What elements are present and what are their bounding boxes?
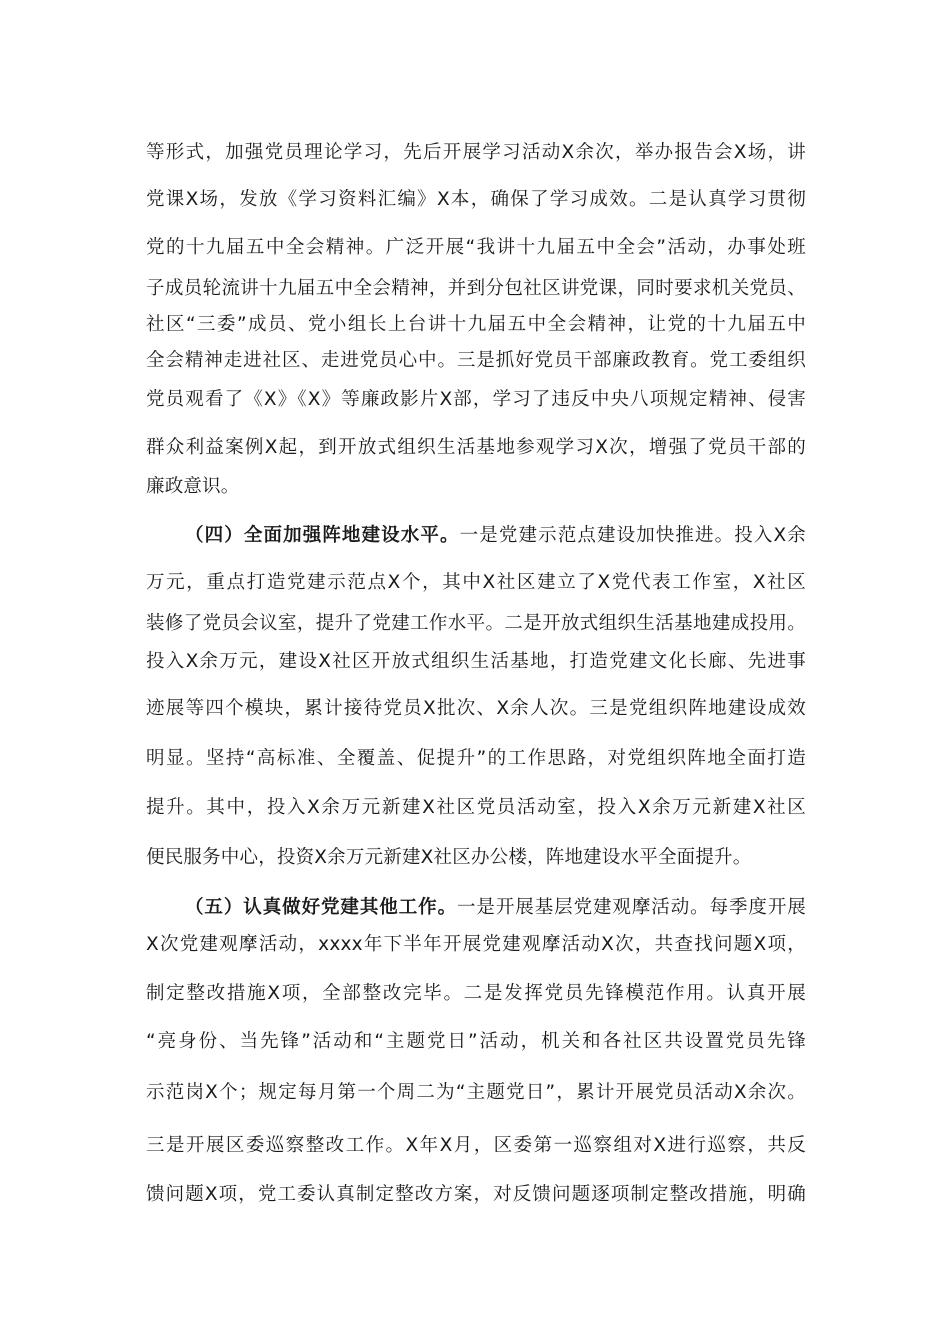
paragraph-line: 全会精神走进社区、走进党员心中。三是抓好党员干部廉政教育。党工委组织 bbox=[146, 350, 806, 371]
section-4-first-line bbox=[185, 524, 806, 548]
section-5-heading: （五）认真做好党建其他工作。 bbox=[185, 897, 457, 918]
paragraph-line: 社区“三委”成员、党小组长上台讲十九届五中全会精神，让党的十九届五中 bbox=[146, 314, 806, 335]
paragraph-line: 廉政意识。 bbox=[146, 476, 240, 497]
paragraph-line: 装修了党员会议室，提升了党建工作水平。二是开放式组织生活基地建成投用。 bbox=[146, 613, 806, 634]
section-4-first-line-text: 一是党建示范点建设加快推进。投入X余 bbox=[459, 525, 806, 546]
paragraph-line: 等形式，加强党员理论学习，先后开展学习活动X余次，举办报告会X场，讲 bbox=[146, 142, 806, 163]
paragraph-line: “亮身份、当先锋”活动和“主题党日”活动，机关和各社区共设置党员先锋 bbox=[146, 1031, 806, 1052]
paragraph-line: 投入X余万元，建设X社区开放式组织生活基地，打造党建文化长廊、先进事 bbox=[146, 651, 806, 672]
paragraph-line: 万元，重点打造党建示范点X个，其中X社区建立了X党代表工作室，X社区 bbox=[146, 572, 806, 593]
paragraph-line: 示范岗X个；规定每月第一个周二为“主题党日”，累计开展党员活动X余次。 bbox=[146, 1082, 806, 1103]
section-5-first-line-text: 一是开展基层党建观摩活动。每季度开展 bbox=[457, 897, 806, 918]
paragraph-line: X次党建观摩活动，xxxx年下半年开展党建观摩活动X次，共查找问题X项， bbox=[146, 934, 806, 955]
paragraph-line: 馈问题X项，党工委认真制定整改方案，对反馈问题逐项制定整改措施，明确 bbox=[146, 1184, 806, 1205]
paragraph-line: 迹展等四个模块，累计接待党员X批次、X余人次。三是党组织阵地建设成效 bbox=[146, 698, 806, 719]
paragraph-line: 三是开展区委巡察整改工作。X年X月，区委第一巡察组对X进行巡察，共反 bbox=[146, 1135, 806, 1156]
paragraph-line: 子成员轮流讲十九届五中全会精神，并到分包社区讲党课，同时要求机关党员、 bbox=[146, 278, 806, 299]
section-4-heading: （四）全面加强阵地建设水平。 bbox=[185, 525, 460, 546]
paragraph-line: 群众利益案例X起，到开放式组织生活基地参观学习X次，增强了党员干部的 bbox=[146, 437, 806, 458]
section-5-first-line bbox=[185, 896, 806, 920]
paragraph-line: 党员观看了《X》《X》等廉政影片X部，学习了违反中央八项规定精神、侵害 bbox=[146, 389, 806, 410]
paragraph-line: 制定整改措施X项，全部整改完毕。二是发挥党员先锋模范作用。认真开展 bbox=[146, 983, 806, 1004]
paragraph-line: 党的十九届五中全会精神。广泛开展“我讲十九届五中全会”活动，办事处班 bbox=[146, 237, 806, 258]
paragraph-line: 明显。坚持“高标准、全覆盖、促提升”的工作思路，对党组织阵地全面打造 bbox=[146, 748, 806, 769]
paragraph-line: 提升。其中，投入X余万元新建X社区党员活动室，投入X余万元新建X社区 bbox=[146, 797, 806, 818]
paragraph-line: 便民服务中心，投资X余万元新建X社区办公楼，阵地建设水平全面提升。 bbox=[146, 847, 752, 868]
paragraph-line: 党课X场，发放《学习资料汇编》X本，确保了学习成效。二是认真学习贯彻 bbox=[146, 189, 806, 210]
